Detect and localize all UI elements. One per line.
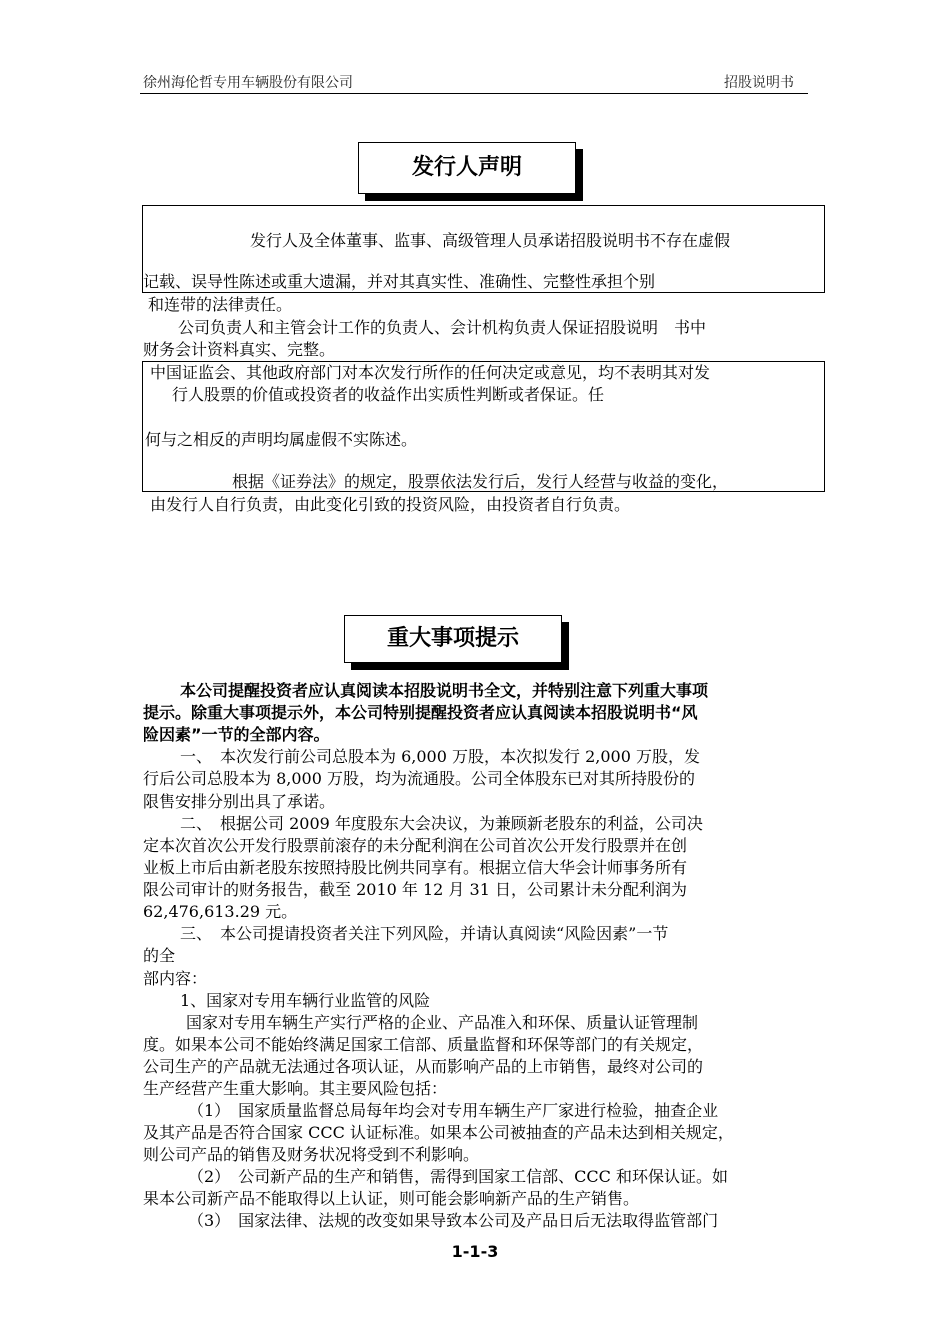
body-line: 1、国家对专用车辆行业监管的风险 [180,991,431,1010]
statement-line: 财务会计资料真实、完整。 [143,340,336,359]
body-line: 一、 本次发行前公司总股本为 6,000 万股，本次拟发行 2,000 万股，发 [180,747,700,766]
body-line: 果本公司新产品不能取得以上认证，则可能会影响新产品的生产销售。 [143,1189,640,1208]
body-line: 限售安排分别出具了承诺。 [143,792,336,811]
header-doc-type: 招股说明书 [724,75,794,91]
body-line: 则公司产品的销售及财务状况将受到不利影响。 [143,1145,480,1164]
body-line: （2） 公司新产品的生产和销售，需得到国家工信部、CCC 和环保认证。如 [188,1167,728,1186]
body-line: 业板上市后由新老股东按照持股比例共同享有。根据立信大华会计师事务所有 [143,858,688,877]
body-line: （1） 国家质量监督总局每年均会对专用车辆生产厂家进行检验，抽查企业 [188,1101,719,1120]
header-company: 徐州海伦哲专用车辆股份有限公司 [143,75,353,91]
body-line: 62,476,613.29 元。 [143,902,298,921]
statement-line: 行人股票的价值或投资者的收益作出实质性判断或者保证。任 [172,385,605,404]
statement-line: 何与之相反的声明均属虚假不实陈述。 [145,430,418,449]
statement-line: 根据《证券法》的规定，股票依法发行后，发行人经营与收益的变化， [232,472,729,491]
body-line: 度。如果本公司不能始终满足国家工信部、质量监督和环保等部门的有关规定， [143,1035,704,1054]
notice-line: 险因素”一节的全部内容。 [143,725,330,744]
section-title-major-matters: 重大事项提示 [344,615,562,663]
body-line: 三、 本公司提请投资者关注下列风险，并请认真阅读“风险因素”一节 [180,924,669,943]
body-line: 二、 根据公司 2009 年度股东大会决议，为兼顾新老股东的利益，公司决 [180,814,703,833]
body-line: （3） 国家法律、法规的改变如果导致本公司及产品日后无法取得监管部门 [188,1211,719,1230]
body-line: 部内容： [143,969,208,988]
section-title-issuer-statement: 发行人声明 [358,142,576,194]
body-line: 定本次首次公开发行股票前滚存的未分配利润在公司首次公开发行股票并在创 [143,836,688,855]
body-line: 行后公司总股本为 8,000 万股，均为流通股。公司全体股东已对其所持股份的 [143,769,695,788]
statement-line: 公司负责人和主管会计工作的负责人、会计机构负责人保证招股说明 书中 [178,318,707,337]
body-line: 及其产品是否符合国家 CCC 认证标准。如果本公司被抽查的产品未达到相关规定， [143,1123,734,1142]
statement-line: 发行人及全体董事、监事、高级管理人员承诺招股说明书不存在虚假 [250,231,731,250]
body-line: 国家对专用车辆生产实行严格的企业、产品准入和环保、质量认证管理制 [186,1013,699,1032]
notice-line: 提示。除重大事项提示外，本公司特别提醒投资者应认真阅读本招股说明书“风 [143,703,698,722]
statement-line: 记载、误导性陈述或重大遗漏，并对其真实性、准确性、完整性承担个别 [143,272,656,291]
notice-line: 本公司提醒投资者应认真阅读本招股说明书全文，并特别注意下列重大事项 [180,681,709,700]
statement-line: 中国证监会、其他政府部门对本次发行所作的任何决定或意见，均不表明其对发 [150,363,711,382]
statement-line: 由发行人自行负责，由此变化引致的投资风险，由投资者自行负责。 [150,495,631,514]
page-number: 1-1-3 [451,1242,499,1261]
body-line: 限公司审计的财务报告，截至 2010 年 12 月 31 日，公司累计未分配利润为 [143,880,687,899]
body-line: 的全 [143,946,176,965]
body-line: 生产经营产生重大影响。其主要风险包括： [143,1079,448,1098]
header-rule [140,93,808,94]
body-line: 公司生产的产品就无法通过各项认证，从而影响产品的上市销售，最终对公司的 [143,1057,704,1076]
statement-line: 和连带的法律责任。 [148,295,293,314]
